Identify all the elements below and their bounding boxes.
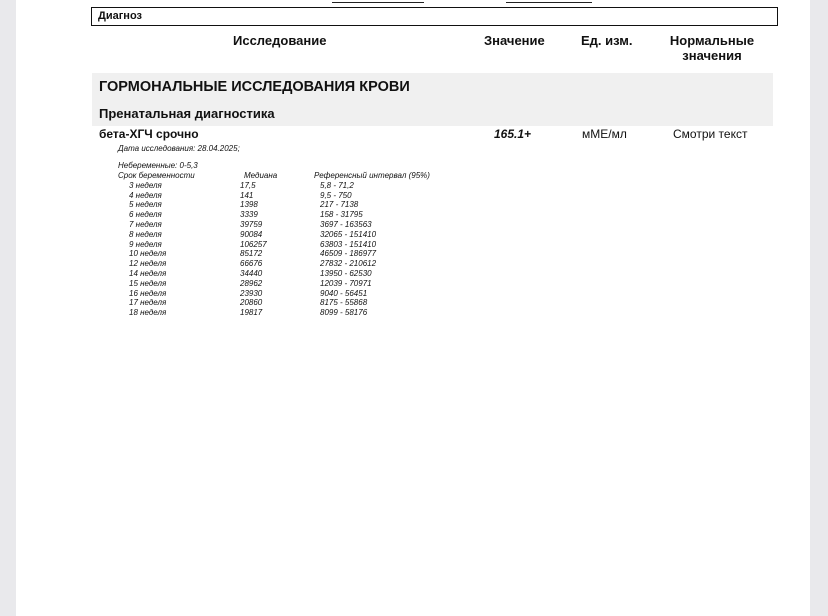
cell-median: 141 — [240, 190, 254, 200]
cell-term: 5 неделя — [129, 200, 162, 210]
table-row — [118, 200, 460, 210]
cell-median: 39759 — [240, 219, 263, 229]
table-row — [118, 240, 460, 250]
cell-term: 12 неделя — [129, 259, 167, 269]
cell-interval: 12039 - 70971 — [320, 278, 372, 288]
subsection-title: Пренатальная диагностика — [99, 106, 275, 121]
cell-term: 4 неделя — [129, 190, 162, 200]
table-row — [118, 220, 460, 230]
test-norm: Смотри текст — [673, 127, 748, 141]
column-header-study: Исследование — [233, 33, 327, 48]
cell-term: 16 неделя — [129, 288, 167, 298]
cell-term: 3 неделя — [129, 180, 162, 190]
table-row — [118, 191, 460, 201]
cell-term: 15 неделя — [129, 278, 167, 288]
cell-median: 19817 — [240, 308, 263, 318]
cell-term: 9 неделя — [129, 239, 162, 249]
column-header-unit: Ед. изм. — [581, 33, 633, 48]
cell-term: 7 неделя — [129, 219, 162, 229]
document-page — [16, 0, 810, 616]
cell-interval: 158 - 31795 — [320, 210, 363, 220]
column-header-norm-line2: значения — [682, 48, 742, 63]
table-row — [118, 269, 460, 279]
column-header-norm-line1: Нормальные — [669, 33, 755, 48]
cell-median: 34440 — [240, 268, 263, 278]
table-row — [118, 279, 460, 289]
column-header-norm — [669, 33, 755, 63]
column-header-value: Значение — [484, 33, 545, 48]
cell-median: 23930 — [240, 288, 263, 298]
cell-interval: 9,5 - 750 — [320, 190, 352, 200]
table-row — [118, 298, 460, 308]
table-row — [118, 308, 460, 318]
reference-table — [118, 171, 460, 318]
table-row — [118, 230, 460, 240]
cell-interval: 46509 - 186977 — [320, 249, 377, 259]
cell-term: 6 неделя — [129, 210, 162, 220]
divider — [506, 0, 592, 3]
cell-median: 106257 — [240, 239, 267, 249]
cell-interval: 27832 - 210612 — [320, 259, 377, 269]
cell-interval: 9040 - 56451 — [320, 288, 368, 298]
header-term: Срок беременности — [118, 171, 195, 180]
cell-median: 3339 — [240, 210, 258, 220]
cell-median: 1398 — [240, 200, 258, 210]
header-interval: Референсный интервал (95%) — [314, 171, 430, 180]
section-title: ГОРМОНАЛЬНЫЕ ИССЛЕДОВАНИЯ КРОВИ — [99, 79, 410, 95]
table-row — [118, 289, 460, 299]
cell-median: 20860 — [240, 298, 263, 308]
cell-term: 8 неделя — [129, 229, 162, 239]
cell-median: 66676 — [240, 259, 263, 269]
cell-term: 17 неделя — [129, 298, 167, 308]
non-pregnant-norm: Небеременные: 0-5,3 — [118, 161, 198, 170]
cell-median: 28962 — [240, 278, 263, 288]
reference-table-body — [118, 181, 460, 318]
diagnosis-label: Диагноз — [98, 10, 142, 22]
reference-table-header — [118, 171, 460, 181]
table-row — [118, 249, 460, 259]
divider — [332, 0, 424, 3]
cell-interval: 63803 - 151410 — [320, 239, 377, 249]
cell-median: 90084 — [240, 229, 263, 239]
cell-interval: 217 - 7138 — [320, 200, 359, 210]
cell-interval: 3697 - 163563 — [320, 219, 372, 229]
cell-term: 14 неделя — [129, 268, 167, 278]
diagnosis-box — [91, 7, 778, 26]
cell-median: 17,5 — [240, 180, 256, 190]
test-value: 165.1+ — [494, 127, 532, 141]
cell-interval: 8175 - 55868 — [320, 298, 368, 308]
header-median: Медиана — [244, 171, 278, 180]
table-row — [118, 210, 460, 220]
cell-interval: 13950 - 62530 — [320, 268, 372, 278]
cell-interval: 32065 - 151410 — [320, 229, 377, 239]
cell-interval: 8099 - 58176 — [320, 308, 368, 318]
table-row — [118, 259, 460, 269]
cell-term: 10 неделя — [129, 249, 167, 259]
cell-term: 18 неделя — [129, 308, 167, 318]
test-date: Дата исследования: 28.04.2025; — [118, 144, 240, 153]
test-name: бета-ХГЧ срочно — [99, 127, 199, 141]
test-unit: мМЕ/мл — [582, 127, 627, 141]
cell-median: 85172 — [240, 249, 263, 259]
table-row — [118, 181, 460, 191]
cell-interval: 5,8 - 71,2 — [320, 180, 354, 190]
